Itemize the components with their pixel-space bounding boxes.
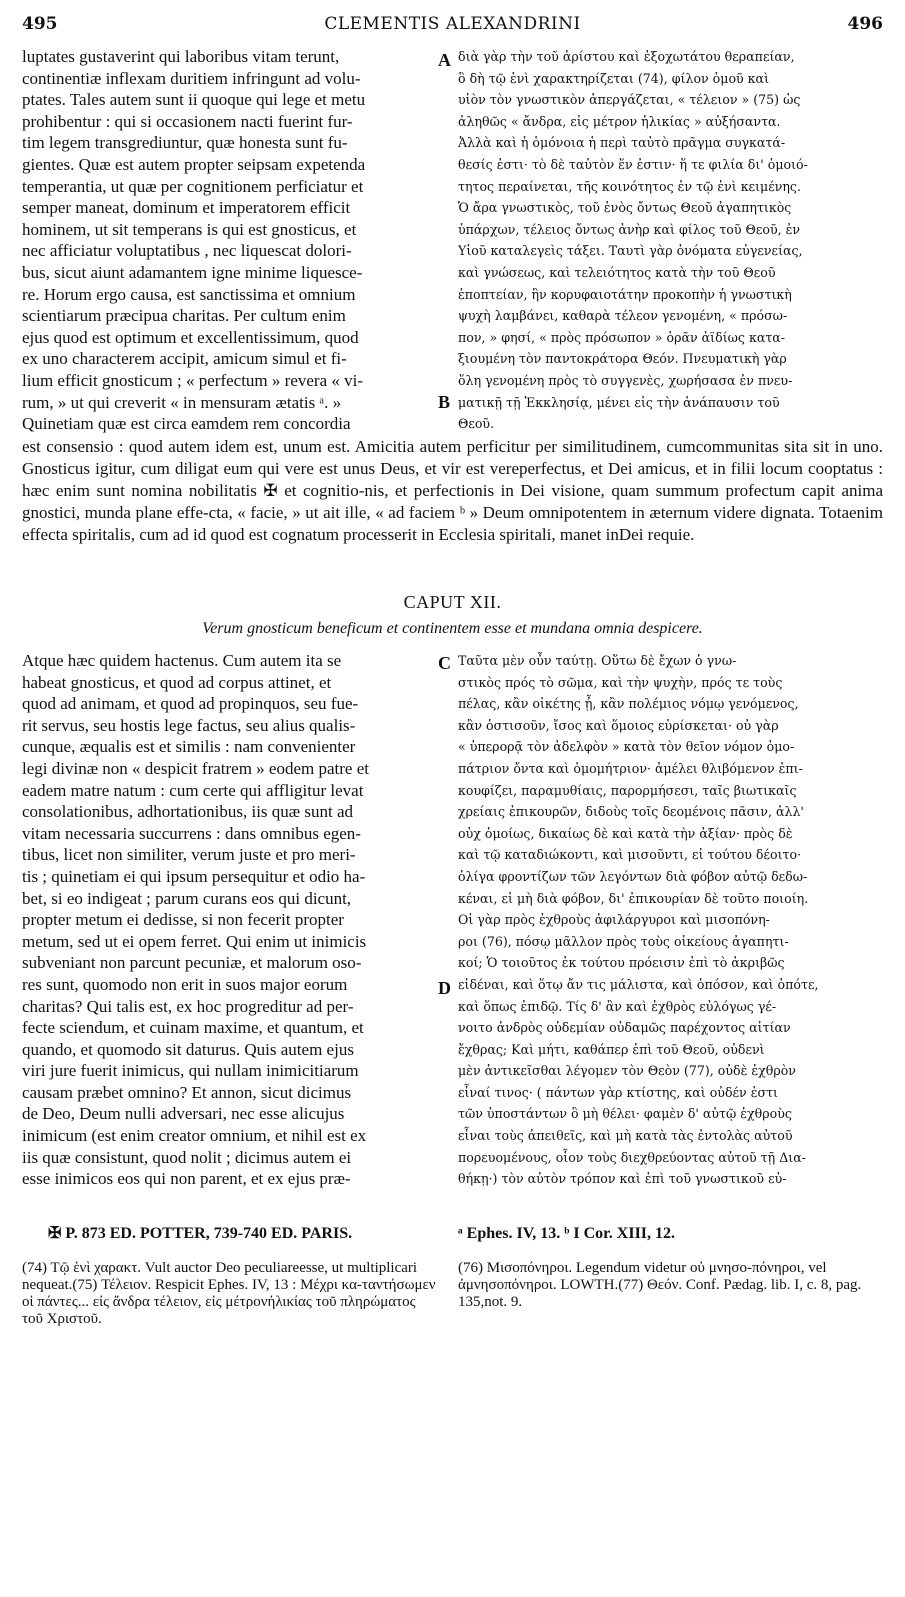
latin-line: charitas? Qui talis est, ex hoc progreditur ad per-	[22, 996, 354, 1016]
latin-line: prohibentur : qui si occasionem nacti fuerint fur-	[22, 111, 353, 131]
greek-line: πέλας, κἂν οἰκέτης ᾖ, κἂν πολέμιος νόμῳ γενόμενος,	[458, 696, 799, 712]
latin-line: semper maneat, dominum et imperatorem efficit	[22, 198, 351, 218]
greek-line: ματικῇ τῇ Ἐκκλησίᾳ, μένει εἰς τὴν ἀνάπαυσιν τοῦ	[458, 394, 780, 410]
greek-line: ἐποπτείαν, ἣν κορυφαιοτάτην προκοπὴν ἡ γνωστικὴ	[458, 286, 792, 302]
greek-line: μὲν ἀντικεῖσθαι λέγομεν τὸν Θεὸν (77), οὐδὲ ἐχθρὸν	[458, 1063, 796, 1079]
greek-line: κέναι, εἰ μὴ διὰ φόβον, δι' ἐπικουρίαν δὲ τοῦτο ποιοίη.	[458, 890, 809, 906]
latin-line: causam præbet omnino? Et annon, sicut dicimus	[22, 1082, 352, 1102]
latin-line: ejus quod est optimum et excellentissimum, quod	[22, 327, 359, 347]
latin-line: Quinetiam quæ est circa eamdem rem concordia	[22, 414, 351, 434]
greek-line: « ὑπερορᾷ τὸν ἀδελφὸν » κατὰ τὸν θεῖον νόμον ὁμο-	[458, 739, 795, 755]
latin-line: subveniant non parcunt pecuniæ, et malorum oso-	[22, 953, 362, 973]
latin-line: Atque hæc quidem hactenus. Cum autem ita se	[22, 651, 342, 670]
greek-line: τητος περαίνεται, τῆς κοινότητος ἐν τῷ ἑνὶ κειμένης.	[458, 178, 801, 194]
greek-line: ψυχὴ λαμβάνει, καθαρὰ τέλεον γενομένη, « πρόσω-	[458, 308, 788, 324]
latin-line: fecte sciendum, et cuinam maxime, et quantum, et	[22, 1018, 364, 1038]
greek-line: καὶ ὅπως ἐπιδῷ. Τίς δ' ἂν καὶ ἐχθρὸς εὐλόγως γέ-	[458, 998, 777, 1014]
latin-line: cta, « facie, » ut ait ille, « ad faciem ᵇ » Deum omnipotentem in æternum videre dignata. Tota	[208, 503, 849, 522]
footnotes-left	[22, 1260, 436, 1328]
margin-marker-c: C	[438, 653, 451, 673]
margin-marker-b: B	[438, 392, 451, 412]
footnote-line: (74) Τῷ ἑνὶ χαρακτ. Vult auctor Deo peculiare	[22, 1260, 300, 1276]
latin-line: communitas sita sit in uno. Gnosticus igitur, cum diligat eum qui vere est unus Deus, et vir est vere	[22, 437, 884, 478]
greek-line: οὐχ ὁμοίως, δικαίως δὲ καὶ κατὰ τὴν ἀξίαν· πρὸς δὲ	[458, 825, 793, 841]
greek-line: Υἱοῦ καταλεγεὶς τάξει. Ταυτὶ γὰρ ὀνόματα εὐγενείας,	[458, 243, 803, 259]
greek-line: υἱὸν τὸν γνωστικὸν ἀπεργάζεται, « τέλειον » (75) ὡς	[458, 92, 801, 108]
greek-line: ὀλίγα φροντίζων τῶν λεγόντων διὰ φόβον αὐτῷ δεδω-	[458, 868, 808, 884]
greek-line: νοιτο ἀνδρὸς οὐδεμίαν οὐδαμῶς παρέχοντος αἰτίαν	[458, 1020, 791, 1036]
latin-line: ex uno characterem accipit, amicum simul et fi-	[22, 349, 347, 369]
latin-line: inimicum (est enim creator omnium, et nihil est ex	[22, 1126, 367, 1146]
footnote-line: ἡλικίας τοῦ πληρώματος τοῦ Χριστοῦ.	[22, 1294, 416, 1327]
latin-line: lium efficit gnosticum ; « perfectum » revera « vi-	[22, 370, 363, 390]
latin-line: cunque, æqualis est et similis : nam convenienter	[22, 737, 356, 757]
latin-line: tis ; quinetiam ei qui ipsum persequitur et odio ha-	[22, 866, 366, 886]
latin-line: enim effecta spiritalis, cum ad id quod est cognatum processerit in Ecclesia spiritali, manet in	[22, 503, 883, 544]
greek-line: Οἱ γὰρ πρὸς ἐχθροὺς ἀφιλάργυροι καὶ μισοπόνη-	[458, 912, 770, 928]
latin-line: rum, » ut qui creverit « in mensuram ætatis ᵃ. »	[22, 392, 342, 412]
latin-line: Dei requie.	[618, 525, 695, 544]
latin-line: scientiarum præcipua charitas. Per cultum enim	[22, 306, 346, 326]
footnote-line: (77) Θεόν. Conf. Pædag. lib. I, c. 8, pag. 135,	[458, 1277, 862, 1310]
margin-marker-a: A	[438, 50, 451, 70]
greek-line: στικὸς πρός τὸ σῶμα, καὶ τὴν ψυχὴν, πρός τε τοὺς	[458, 674, 783, 690]
footnote-line: (76) Μισοπόνηροι. Legendum videtur οὐ μνησο-	[458, 1260, 752, 1276]
scripture-references: ᵃ Ephes. IV, 13. ᵇ I Cor. XIII, 12.	[458, 1225, 676, 1242]
page-number-left: 495	[22, 14, 58, 34]
latin-line: nis, et perfectionis in Dei visione, quam summum profectum capit anima gnostici, munda plane effe-	[22, 481, 883, 522]
latin-line: continentiæ inflexam duritiem infringunt ad volu-	[22, 68, 361, 88]
greek-line: ἔχθρας; Καὶ μήτι, καθάπερ ἐπὶ τοῦ Θεοῦ, οὐδενὶ	[458, 1041, 765, 1057]
footnote-line: πόνηροι, vel ἀμνησοπόνηροι. LOWTH.	[458, 1260, 827, 1293]
latin-line: res sunt, quomodo non erit in suos major eorum	[22, 974, 348, 994]
latin-line: est consensio : quod autem idem est, unum est. Amicitia autem perficitur per similitudinem, cum	[22, 437, 696, 456]
greek-line: ροι (76), πόσῳ μᾶλλον πρὸς τοὺς οἰκείους ἀγαπητι-	[458, 933, 789, 949]
latin-full-width-paragraph	[22, 436, 883, 546]
greek-line: πάτριον ὄντα καὶ ὁμομήτριον· ἀμέλει θλιβόμενον ἐπι-	[458, 760, 803, 776]
footnote-line: not. 9.	[484, 1294, 523, 1310]
chapter-title: CAPUT XII.	[403, 592, 502, 612]
latin-line: quando, et quomodo sit daturus. Quis autem ejus	[22, 1039, 354, 1059]
latin-line: quod ad animam, et quod ad propinquos, seu fue-	[22, 694, 359, 714]
greek-line: τῶν ὑποστάντων ὃ μὴ θέλει· φαμὲν δ' αὐτῷ ἐχθροὺς	[458, 1106, 792, 1122]
greek-line: ἀληθῶς « ἄνδρα, εἰς μέτρον ἡλικίας » αὐξήσαντα.	[458, 113, 781, 129]
footnote-line: ταντήσωμεν οἱ πάντες... εἰς ἄνδρα τέλειον, εἰς μέτρον	[22, 1277, 436, 1310]
latin-line: habeat gnosticus, et quod ad corpus attinet, et	[22, 672, 332, 692]
greek-line: πορευομένους, οἷον τοὺς διεχθρεύοντας αὐτοῦ τῇ Δια-	[458, 1149, 806, 1165]
latin-line: ptates. Tales autem sunt ii quoque qui lege et metu	[22, 90, 366, 110]
greek-line: κουφίζει, παραμυθίαις, παρορμήσεσι, ταῖς βιωτικαῖς	[458, 782, 797, 798]
latin-column-bottom	[22, 650, 436, 1190]
latin-line: luptates gustaverint qui laboribus vitam terunt,	[22, 47, 340, 66]
latin-line: vitam necessaria succurrens : dans omnibus egen-	[22, 823, 361, 843]
running-head	[22, 14, 883, 40]
latin-line: iis quæ consistunt, quod nolit ; dicimus autem ei	[22, 1147, 352, 1167]
latin-column-top	[22, 46, 436, 435]
greek-line: Ἀλλὰ καὶ ἡ ὁμόνοια ἡ περὶ ταὐτὸ πρᾶγμα συγκατά-	[458, 135, 786, 151]
greek-line: θεσίς ἐστι· τὸ δὲ ταὐτὸν ἕν ἐστιν· ἥ τε φιλία δι' ὁμοιό-	[458, 156, 808, 172]
greek-line: διὰ γὰρ τὴν τοῦ ἀρίστου καὶ ἐξοχωτάτου θεραπείαν,	[458, 49, 795, 64]
latin-line: propter metum ei dedisse, si non fecerit propter	[22, 910, 344, 930]
edition-reference: ✠ P. 873 ED. POTTER, 739-740 ED. PARIS.	[48, 1225, 353, 1242]
margin-marker-d: D	[438, 978, 451, 998]
latin-line: de Deo, Deum nulli adversari, nec esse alicujus	[22, 1104, 345, 1124]
latin-line: re. Horum ergo causa, est sanctissima et omnium	[22, 284, 356, 304]
greek-line: ὃ δὴ τῷ ἑνὶ χαρακτηρίζεται (74), φίλον ὁμοῦ καὶ	[458, 70, 770, 86]
latin-line: legi divinæ non « despicit fratrem » eodem patre et	[22, 758, 369, 778]
latin-line: metum, sed ut ei opem ferret. Qui enim ut inimicis	[22, 931, 367, 951]
running-title: CLEMENTIS ALEXANDRINI	[324, 14, 581, 34]
latin-line: esse inimicos eos qui non parent, et ex ejus præ-	[22, 1169, 351, 1189]
greek-line: εἶναί τινος· ( πάντων γὰρ κτίστης, καὶ οὐδέν ἐστι	[458, 1084, 778, 1100]
greek-column-top	[458, 46, 883, 435]
footnotes-right	[458, 1260, 883, 1311]
footnote-line: (75) Τέλειον. Respicit Ephes. IV, 13 : Μέχρι κα-	[72, 1277, 362, 1293]
latin-line: perfectus, et Dei amicus, et in filii locum cooptatus : hæc enim sunt nomina nobilitatis ✠ et cognitio-	[22, 459, 883, 500]
greek-line: ξιουμένη τὸν παντοκράτορα Θεόν. Πνευματικὴ γὰρ	[458, 351, 787, 367]
latin-line: gientes. Quæ est autem propter seipsam expetenda	[22, 154, 366, 174]
greek-line: κἂν ὁστισοῦν, ἴσος καὶ ὅμοιος εὑρίσκεται· οὐ γὰρ	[458, 717, 779, 733]
greek-line: ὅλη γενομένη πρὸς τὸ συγγενὲς, χωρήσασα ἐν πνευ-	[458, 372, 793, 388]
chapter-subtitle: Verum gnosticum beneficum et continentem esse et mundana omnia despicere.	[202, 620, 703, 637]
greek-line: Θεοῦ.	[458, 416, 495, 432]
latin-line: rit servus, seu hostis lege factus, seu alius qualis-	[22, 715, 356, 735]
greek-line: Ταῦτα μὲν οὖν ταύτῃ. Οὕτω δὲ ἔχων ὁ γνω-	[458, 653, 737, 668]
greek-line: εἶναι τοὺς ἀπειθεῖς, καὶ μὴ κατὰ τὰς ἐντολὰς αὐτοῦ	[458, 1128, 793, 1144]
greek-line: πον, » φησί, « πρὸς πρόσωπον » ὁρᾶν ἀϊδίως κατα-	[458, 329, 786, 345]
greek-column-bottom	[458, 650, 883, 1190]
greek-line: καὶ γνώσεως, καὶ τελειότητος κατὰ τὴν τοῦ Θεοῦ	[458, 264, 776, 280]
latin-line: nec afficiatur voluptatibus , nec liquescat dolori-	[22, 241, 352, 261]
latin-line: tibus, licet non similiter, verum juste et pro meri-	[22, 845, 356, 865]
greek-line: ὑπάρχων, τέλειος ὄντως ἀνὴρ καὶ φίλος τοῦ Θεοῦ, ἐν	[458, 221, 801, 237]
latin-line: hominem, ut sit temperans is qui est gnosticus, et	[22, 219, 357, 239]
latin-line: bus, sicut aiunt adamantem igne minime liquesce-	[22, 262, 363, 282]
greek-line: εἰδέναι, καὶ ὅτῳ ἄν τις μάλιστα, καὶ ὁπόσον, καὶ ὁπότε,	[458, 976, 819, 992]
latin-line: bet, si eo indigeat ; parum curans eos qui dicunt,	[22, 888, 352, 908]
latin-line: consolationibus, adhortationibus, iis quæ sunt ad	[22, 802, 354, 822]
page-number-right: 496	[847, 14, 883, 34]
greek-line: θήκῃ·) τὸν αὐτὸν τρόπον καὶ ἐπὶ τοῦ γνωστικοῦ εὐ-	[458, 1171, 787, 1187]
greek-line: καὶ τῷ καταδιώκοντι, καὶ μισοῦντι, εἰ τούτου δέοιτο·	[458, 847, 802, 863]
greek-line: κοί; Ὁ τοιοῦτος ἐκ τούτου πρόεισιν ἐπὶ τὸ ἀκριβῶς	[458, 955, 785, 971]
footnote-line: esse, ut multiplicari nequeat.	[22, 1260, 418, 1293]
greek-line: Ὁ ἄρα γνωστικὸς, τοῦ ἑνὸς ὄντως Θεοῦ ἀγαπητικὸς	[458, 200, 792, 216]
latin-line: temperantia, ut quæ per cognitionem perficiatur et	[22, 176, 364, 196]
greek-line: χρείαις ἐπικουρῶν, διδοὺς τοῖς δεομένοις πᾶσιν, ἀλλ'	[458, 804, 804, 820]
latin-line: eadem matre natum : cum certe qui affligitur levat	[22, 780, 364, 800]
latin-line: tim legem transgrediuntur, quæ honesta sunt fu-	[22, 133, 348, 153]
latin-line: viri jure fuerit inimicus, qui nullam inimicitiarum	[22, 1061, 359, 1081]
